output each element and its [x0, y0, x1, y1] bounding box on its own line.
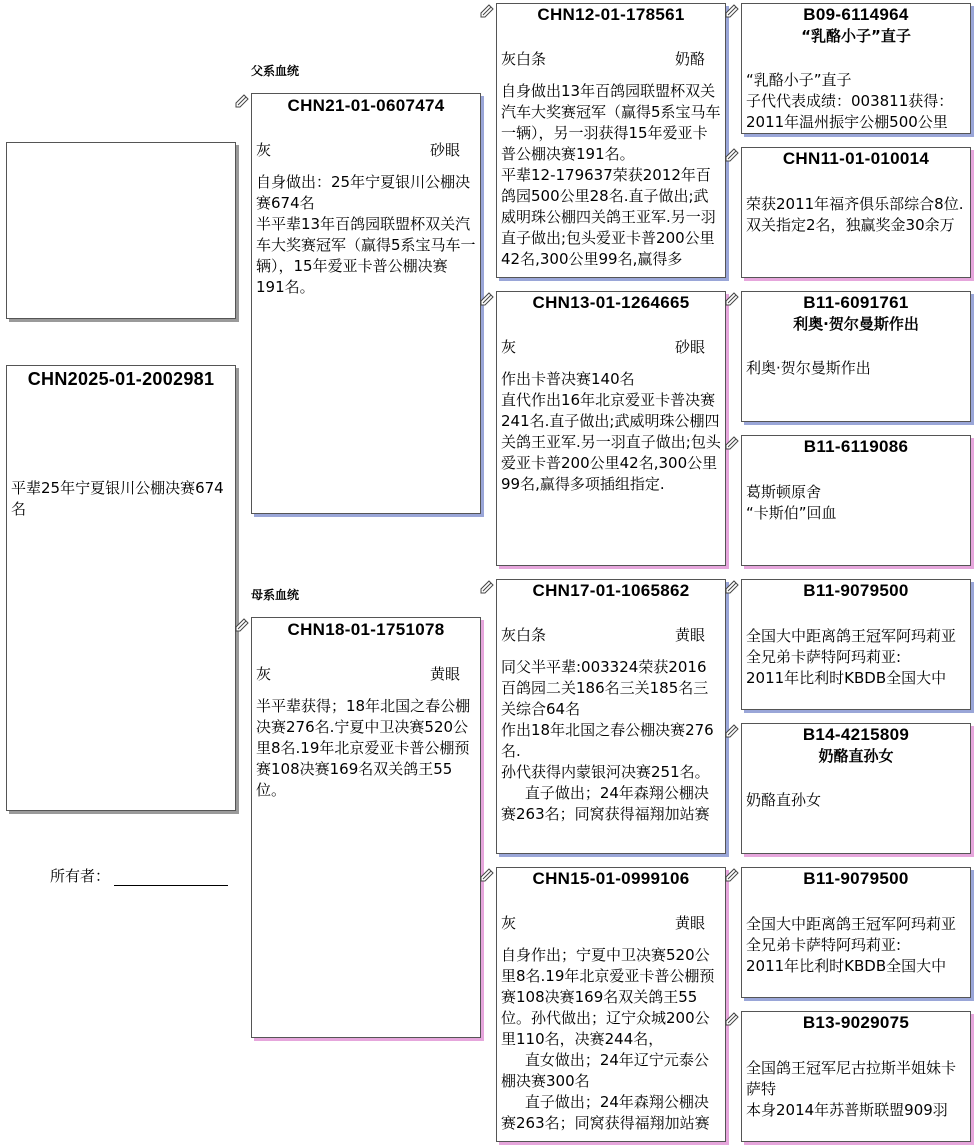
dam-dam-ring-id: CHN15-01-0999106: [532, 869, 690, 888]
dam-dam-desc: 自身作出；宁夏中卫决赛520公里8名.19年北京爱亚卡普公棚预赛108决赛169名双关鸽王55位。孙代做出；辽宁众城200公里110名，决赛244名， 直女做出；24年辽宁元泰公棚决赛300名 直子做出；24年森翔公棚决赛263名；同窝获得福翔加站赛: [501, 946, 715, 1132]
subject-card[interactable]: [6, 365, 236, 811]
dss-ring-id: B11-9079500: [803, 581, 909, 600]
sds-desc: 利奥·贺尔曼斯作出: [746, 359, 871, 377]
ddd-ring-id: B13-9029075: [802, 1013, 910, 1032]
edit-pencil-icon[interactable]: [725, 724, 739, 738]
dam-color: 灰: [256, 665, 272, 683]
owner-line: [114, 871, 228, 886]
edit-pencil-icon[interactable]: [725, 4, 739, 18]
sss-ring-id: B09-6114964: [803, 5, 909, 24]
dam-sire-eye: 黄眼: [674, 626, 705, 644]
dam-card[interactable]: [251, 617, 481, 1038]
sire-ring-id: CHN21-01-0607474: [287, 96, 445, 115]
sire-sire-desc: 自身做出13年百鸽园联盟杯双关汽车大奖赛冠军（赢得5系宝马车一辆），另一羽获得15年爱亚卡普公棚决赛191名。 平辈12-179637荣获2012年百鸽园500公里28名.直子做出;武威明珠公棚四关鸽王亚军.另一羽直子做出;包头爱亚卡普200公里42名,300公里99名,赢得多: [501, 82, 721, 268]
ssd-ring-id: CHN11-01-010014: [782, 149, 930, 168]
dam-sire-ring-id: CHN17-01-1065862: [532, 581, 690, 600]
edit-pencil-icon[interactable]: [235, 618, 249, 632]
dsd-subtitle: 奶酪直孙女: [818, 747, 894, 765]
edit-pencil-icon[interactable]: [725, 292, 739, 306]
sdd-desc: 葛斯顿原舍 “卡斯伯”回血: [746, 483, 837, 522]
dss-desc: 全国大中距离鸽王冠军阿玛莉亚全兄弟卡萨特阿玛莉亚: 2011年比利时KBDB全国大中: [746, 627, 957, 687]
dam-dam-eye: 黄眼: [674, 914, 705, 932]
edit-pencil-icon[interactable]: [725, 436, 739, 450]
edit-pencil-icon[interactable]: [480, 4, 494, 18]
dam-eye: 黄眼: [429, 665, 460, 683]
dam-section-label: 母系血统: [251, 588, 300, 602]
dds-ring-id: B11-9079500: [803, 869, 909, 888]
edit-pencil-icon[interactable]: [725, 148, 739, 162]
sire-sire-ring-id: CHN12-01-178561: [537, 5, 685, 24]
sire-dam-ring-id: CHN13-01-1264665: [532, 293, 690, 312]
sire-dam-eye: 砂眼: [674, 338, 705, 356]
sss-desc: “乳酪小子”直子 子代代表成绩：003811获得：2011年温州振宇公棚500公里: [746, 71, 954, 131]
sire-sire-card[interactable]: [496, 3, 726, 278]
ssd-desc: 荣获2011年福齐俱乐部综合8位. 双关指定2名，独赢奖金30余万: [746, 195, 964, 234]
edit-pencil-icon[interactable]: [480, 580, 494, 594]
sire-eye: 砂眼: [429, 141, 460, 159]
owner-label: 所有者：: [50, 867, 111, 885]
owner-field[interactable]: [50, 865, 228, 886]
sss-subtitle: “乳酪小子”直子: [801, 27, 911, 45]
subject-desc: 平辈25年宁夏银川公棚决赛674名: [11, 479, 224, 518]
dss-card[interactable]: [741, 579, 971, 710]
edit-pencil-icon[interactable]: [235, 94, 249, 108]
dam-desc: 半平辈获得；18年北国之春公棚决赛276名.宁夏中卫决赛520公里8名.19年北京爱亚卡普公棚预赛108决赛169名双关鸽王55位。: [256, 697, 471, 799]
sire-card[interactable]: [251, 93, 481, 514]
ddd-card[interactable]: [741, 1011, 971, 1142]
dam-dam-card[interactable]: [496, 867, 726, 1142]
ssd-card[interactable]: [741, 147, 971, 278]
dsd-desc: 奶酪直孙女: [746, 791, 822, 809]
sire-desc: 自身做出：25年宁夏银川公棚决赛674名 半平辈13年百鸽园联盟杯双关汽车大奖赛冠军（赢得5系宝马车一辆），15年爱亚卡普公棚决赛191名。: [256, 173, 476, 296]
dds-card[interactable]: [741, 867, 971, 998]
dsd-card[interactable]: [741, 723, 971, 854]
sire-color: 灰: [256, 141, 272, 159]
dsd-ring-id: B14-4215809: [802, 725, 910, 744]
sire-dam-card[interactable]: [496, 291, 726, 566]
dam-dam-color: 灰: [501, 914, 517, 932]
sss-card[interactable]: [741, 3, 971, 134]
sire-sire-color: 灰白条: [501, 50, 547, 68]
sds-card[interactable]: [741, 291, 971, 422]
edit-pencil-icon[interactable]: [725, 1012, 739, 1026]
dam-sire-color: 灰白条: [501, 626, 547, 644]
sire-sire-eye: 奶酪: [674, 50, 705, 68]
edit-pencil-icon[interactable]: [725, 868, 739, 882]
subject-ring-id: CHN2025-01-2002981: [27, 369, 215, 389]
dds-desc: 全国大中距离鸽王冠军阿玛莉亚全兄弟卡萨特阿玛莉亚: 2011年比利时KBDB全国大中: [746, 915, 957, 975]
sdd-ring-id: B11-6119086: [803, 437, 909, 456]
ddd-desc: 全国鸽王冠军尼古拉斯半姐妹卡萨特 本身2014年苏普斯联盟909羽: [746, 1059, 957, 1119]
sire-dam-color: 灰: [501, 338, 517, 356]
dam-ring-id: CHN18-01-1751078: [287, 620, 445, 639]
edit-pencil-icon[interactable]: [725, 580, 739, 594]
sire-section-label: 父系血统: [251, 64, 300, 78]
dam-sire-card[interactable]: [496, 579, 726, 854]
edit-pencil-icon[interactable]: [480, 868, 494, 882]
dam-sire-desc: 同父半平辈:003324荣获2016百鸽园二关186名三关185名三关综合64名 作出18年北国之春公棚决赛276名. 孙代获得内蒙银河决赛251名。 直子做出；24年森翔公棚决赛263名；同窝获得福翔加站赛: [501, 658, 714, 823]
edit-pencil-icon[interactable]: [480, 292, 494, 306]
sire-dam-desc: 作出卡普决赛140名 直代作出16年北京爱亚卡普决赛241名.直子做出;武威明珠公棚四关鸽王亚军.另一羽直子做出;包头爱亚卡普200公里42名,300公里99名,赢得多项插组指定.: [501, 370, 721, 493]
sds-subtitle: 利奥·贺尔曼斯作出: [793, 315, 919, 333]
sdd-card[interactable]: [741, 435, 971, 566]
photo-placeholder[interactable]: [6, 142, 236, 319]
sds-ring-id: B11-6091761: [803, 293, 909, 312]
